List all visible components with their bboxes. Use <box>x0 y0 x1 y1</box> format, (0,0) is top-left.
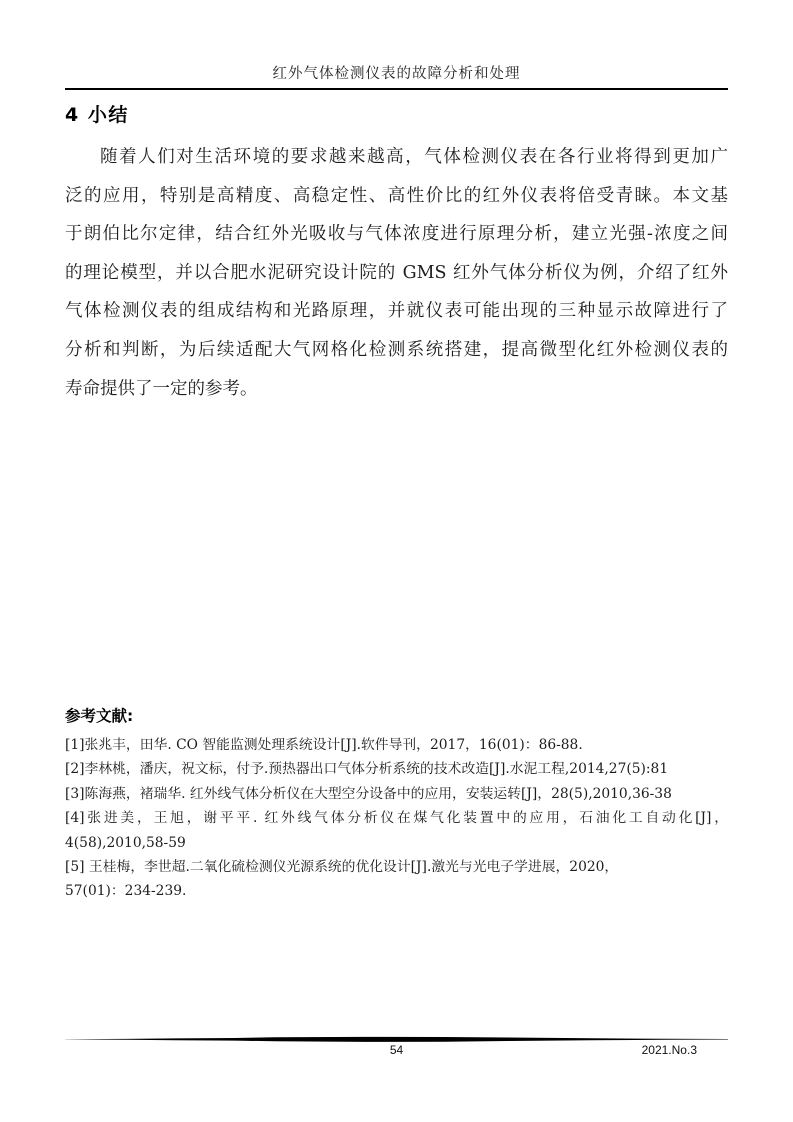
reference-item: 57(01)：234-239. <box>65 883 187 900</box>
paragraph-line: 的理论模型，并以合肥水泥研究设计院的 GMS 红外气体分析仪为例，介绍了红外 <box>65 262 728 283</box>
paragraph-line: 于朗伯比尔定律，结合红外光吸收与气体浓度进行原理分析，建立光强-浓度之间 <box>65 224 728 245</box>
paragraph-line: 气体检测仪表的组成结构和光路原理，并就仪表可能出现的三种显示故障进行了 <box>65 301 728 322</box>
paragraph-line: 分析和判断，为后续适配大气网格化检测系统搭建，提高微型化红外检测仪表的 <box>65 339 728 360</box>
reference-item: [2]李林桃，潘庆，祝文标，付予.预热器出口气体分析系统的技术改造[J].水泥工程,2014,27(5):81 <box>65 761 669 778</box>
references-section <box>65 705 728 904</box>
reference-item: [4]张进美，王旭，谢平平. 红外线气体分析仪在煤气化装置中的应用，石油化工自动化[J]， <box>65 810 728 827</box>
running-head-title: 红外气体检测仪表的故障分析和处理 <box>272 66 521 82</box>
paragraph-line: 泛的应用，特别是高精度、高稳定性、高性价比的红外仪表将倍受青睐。本文基 <box>65 185 728 206</box>
paragraph-line: 寿命提供了一定的参考。 <box>65 378 258 399</box>
footer-rule <box>65 1036 728 1043</box>
reference-item: [3]陈海燕，褚瑞华. 红外线气体分析仪在大型空分设备中的应用，安装运转[J]，28(5),2010,36-38 <box>65 785 672 802</box>
summary-paragraph <box>65 138 728 408</box>
header-rule <box>65 88 728 90</box>
reference-item: [1]张兆丰，田华. CO 智能监测处理系统设计[J].软件导刊，2017，16(01)：86-88. <box>65 737 583 753</box>
page-number: 54 <box>389 1043 404 1057</box>
section-heading: 4 小结 <box>65 104 129 126</box>
journal-issue: 2021.No.3 <box>641 1043 697 1057</box>
reference-item: 4(58),2010,58-59 <box>65 834 186 851</box>
references-heading: 参考文献: <box>65 707 134 725</box>
reference-item: [5] 王桂梅，李世超.二氧化硫检测仪光源系统的优化设计[J].激光与光电子学进展，2020， <box>65 859 619 876</box>
paragraph-line: 随着人们对生活环境的要求越来越高，气体检测仪表在各行业将得到更加广 <box>100 147 728 167</box>
